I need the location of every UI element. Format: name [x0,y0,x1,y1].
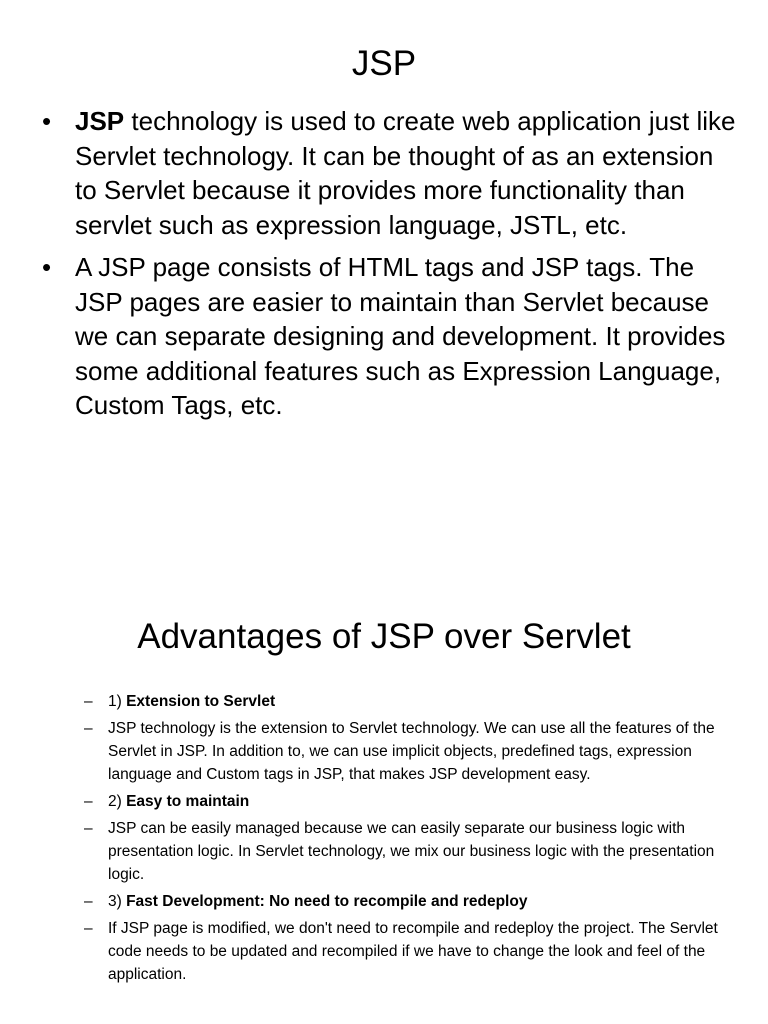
advantage-number: 1) [108,693,127,710]
bullet-dot-icon: • [42,106,52,136]
advantages-list [0,690,768,990]
advantage-number: 2) [108,793,127,810]
bullet-bold-lead: JSP [75,106,125,136]
dash-icon: – [84,820,93,837]
advantage-title: Fast Development: No need to recompile and redeploy [126,893,528,910]
slide-1-bullet-list [0,104,768,431]
bullet-dot-icon: • [42,252,52,282]
advantage-text: If JSP page is modified, we don't need to recompile and redeploy the project. The Servlet code needs to be updated and recompiled if we have to change the look and feel of the application. [108,920,718,983]
advantage-title: Easy to maintain [126,793,250,810]
dash-icon: – [84,793,93,810]
bullet-item [0,250,768,423]
advantage-description [0,917,768,986]
advantage-number: 3) [108,893,127,910]
advantage-description [0,717,768,786]
slide-1-title: JSP [351,44,417,83]
dash-icon: – [84,893,93,910]
bullet-text: A JSP page consists of HTML tags and JSP tags. The JSP pages are easier to maintain than Servlet because we can separate designing and development. It provides some additional features such as Expression Language, Custom Tags, etc. [75,252,726,420]
advantage-description [0,817,768,886]
advantage-text: JSP technology is the extension to Servlet technology. We can use all the features of the Servlet in JSP. In addition to, we can use implicit objects, predefined tags, expression language and Custom tags in JSP, that makes JSP development easy. [108,720,715,783]
advantage-heading [0,790,768,813]
slide-2-title: Advantages of JSP over Servlet [137,617,631,656]
advantage-title: Extension to Servlet [126,693,276,710]
dash-icon: – [84,720,93,737]
bullet-text: technology is used to create web application just like Servlet technology. It can be thought of as an extension to Servlet because it provides more functionality than servlet such as expression language, JSTL, etc. [75,106,736,240]
advantage-text: JSP can be easily managed because we can easily separate our business logic with presentation logic. In Servlet technology, we mix our business logic with the presentation logic. [108,820,715,883]
dash-icon: – [84,693,93,710]
advantage-heading [0,890,768,913]
dash-icon: – [84,920,93,937]
advantage-heading [0,690,768,713]
bullet-item [0,104,768,242]
